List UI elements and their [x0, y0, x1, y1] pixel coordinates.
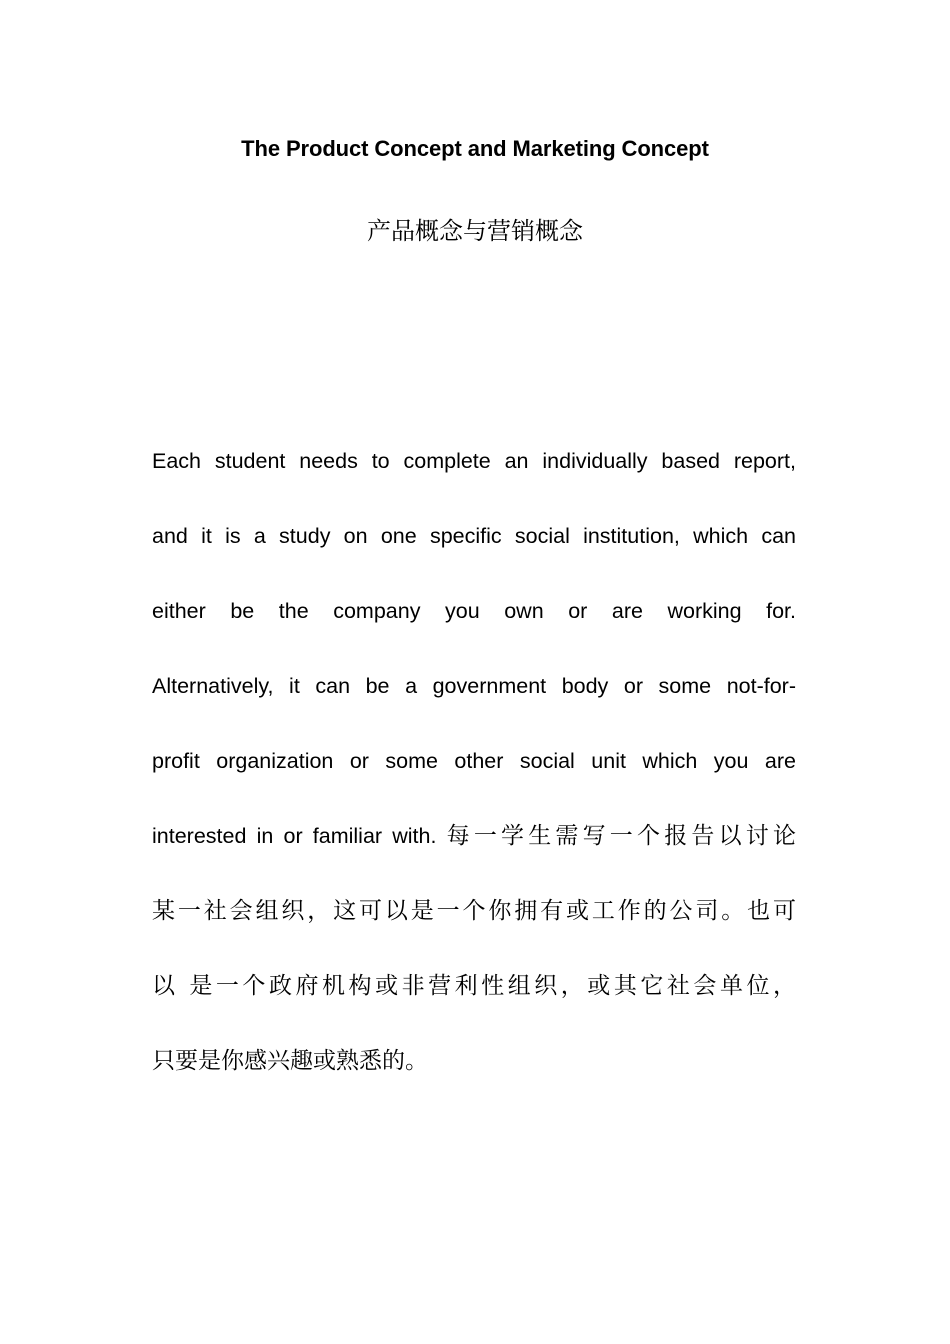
body-line-1: Each student needs to complete an individually based report, — [152, 449, 796, 473]
body-paragraph — [152, 424, 796, 1099]
body-line-2: and it is a study on one specific social institution, which can — [152, 524, 796, 548]
body-line-6-english: interested in or familiar with. — [152, 824, 447, 848]
body-line-5: profit organization or some other social unit which you are — [152, 749, 796, 773]
body-line-6-chinese: 每一学生需写一个报告以讨论 — [446, 823, 796, 849]
body-line-9: 只要是你感兴趣或熟悉的。 — [152, 1048, 428, 1074]
document-title-chinese: 产品概念与营销概念 — [367, 217, 583, 245]
body-line-6 — [152, 799, 796, 874]
document-title-english: The Product Concept and Marketing Concept — [241, 136, 709, 161]
body-line-7: 某一社会组织，这可以是一个你拥有或工作的公司。也可 — [152, 898, 796, 924]
body-line-8: 以 是一个政府机构或非营利性组织，或其它社会单位， — [152, 973, 796, 999]
body-line-4: Alternatively, it can be a government body or some not-for- — [152, 674, 796, 698]
body-line-3: either be the company you own or are working for. — [152, 599, 796, 623]
